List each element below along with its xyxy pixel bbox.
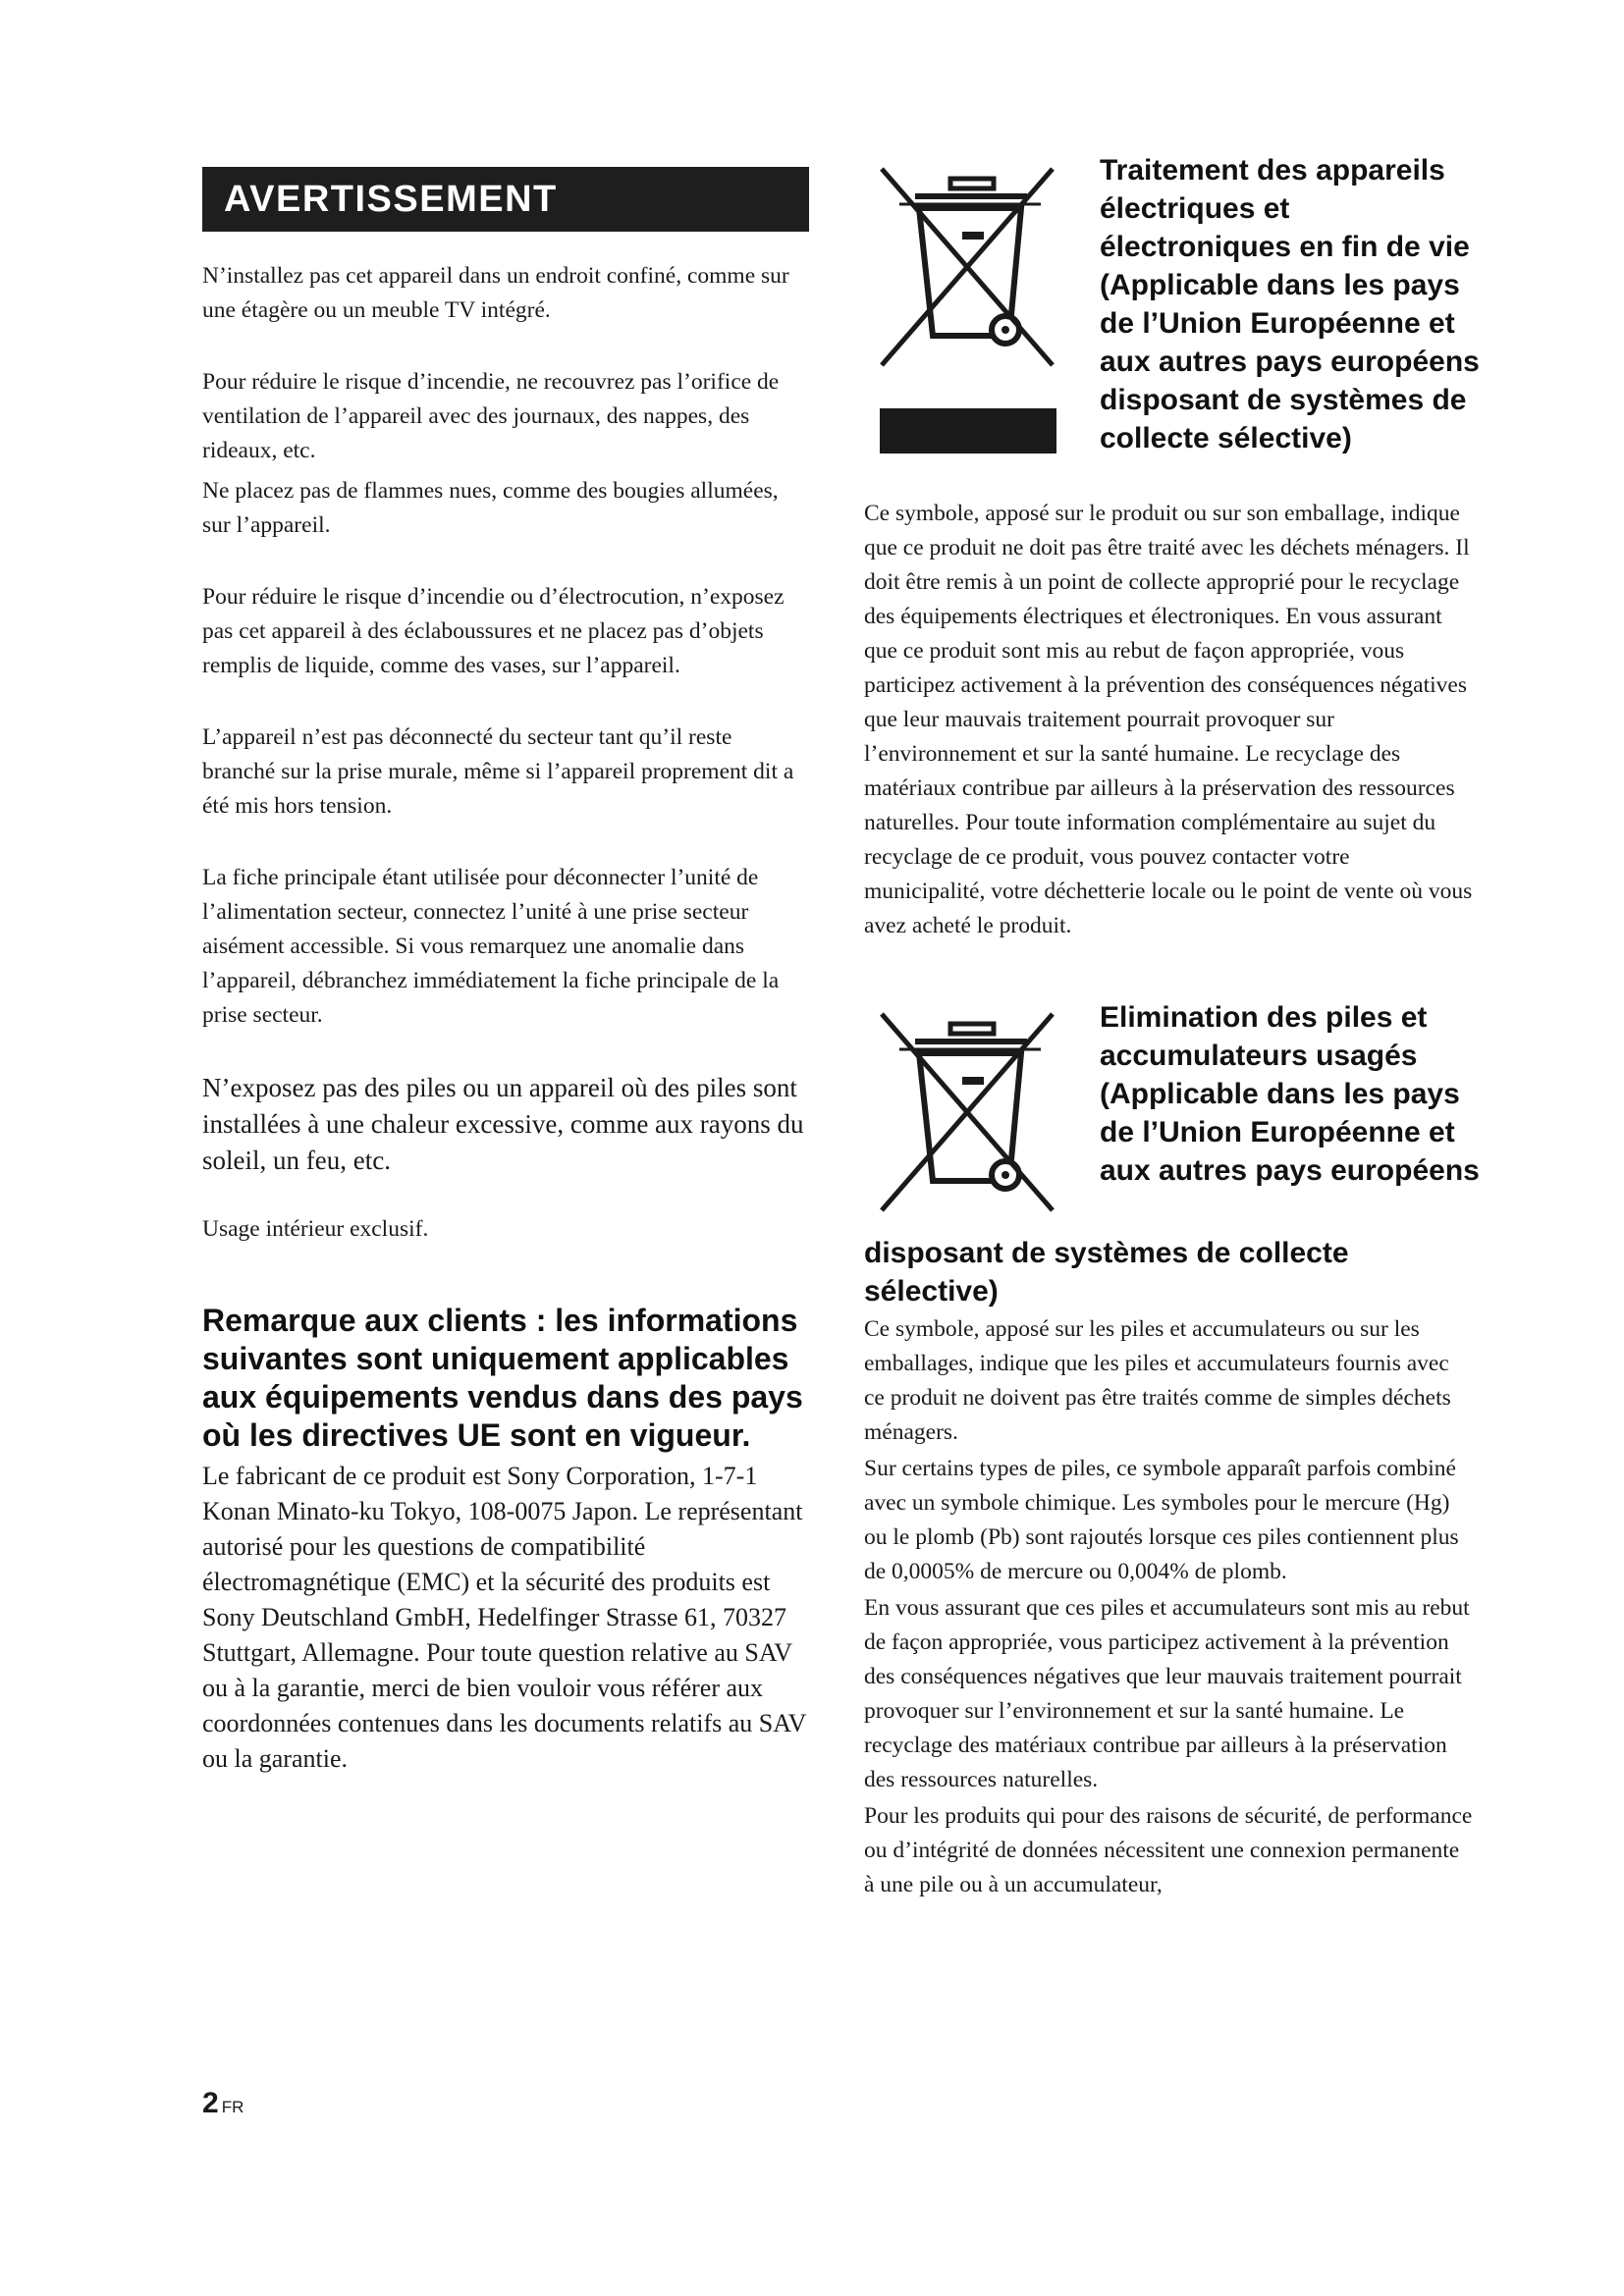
right-column [864, 147, 1480, 1902]
battery-heading: Elimination des piles et accumulateurs usagés (Applicable dans les pays de l’Union Européenne et aux autres pays européens [1100, 1001, 1480, 1187]
page-number: 2 [202, 2087, 219, 2119]
weee-section-header [864, 147, 1480, 497]
paragraph: Pour réduire le risque d’incendie ou d’électrocution, n’exposez pas cet appareil à des éclaboussures et ne placez pas d’objets remplis de liquide, comme des vases, sur l’appareil. [202, 584, 785, 678]
language-code: FR [221, 2098, 244, 2116]
battery-paragraph: Sur certains types de piles, ce symbole apparaît parfois combiné avec un symbole chimique. Les symboles pour le mercure (Hg) ou le plomb (Pb) sont rajoutés lorsque ces piles contiennent plus de 0,0005% de mercure ou 0,004% de plomb. [864, 1456, 1459, 1584]
battery-paragraph: Ce symbole, apposé sur les piles et accumulateurs ou sur les emballages, indique que les piles et accumulateurs fournis avec ce produit ne doivent pas être traités comme de simples déchets ménagers. [864, 1316, 1451, 1445]
crossed-out-wheelie-bin-icon [864, 147, 1070, 471]
left-column [202, 167, 809, 1777]
paragraph: La fiche principale étant utilisée pour déconnecter l’unité de l’alimentation secteur, connectez l’unité à une prise secteur aisément accessible. Si vous remarquez une anomalie dans l’appareil, débranchez immédiatement la fiche principale de la prise secteur. [202, 865, 780, 1028]
battery-heading-continued: disposant de systèmes de collecte sélective) [864, 1237, 1349, 1308]
battery-paragraph: En vous assurant que ces piles et accumulateurs sont mis au rebut de façon appropriée, vous participez activement à la prévention des conséquences négatives que leur mauvais traitement pourrait provoquer sur l’environnement et sur la santé humaine. Le recyclage des matériaux contribue par ailleurs à la préservation des ressources naturelles. [864, 1595, 1470, 1792]
weee-heading: Traitement des appareils électriques et électroniques en fin de vie (Applicable dans les pays de l’Union Européenne et aux autres pays européens disposant de systèmes de collecte sélective) [1100, 154, 1480, 454]
paragraph: Usage intérieur exclusif. [202, 1216, 429, 1242]
paragraph: Pour réduire le risque d’incendie, ne recouvrez pas l’orifice de ventilation de l’appareil avec des journaux, des nappes, des rideaux, etc. [202, 369, 780, 463]
remark-body: Le fabricant de ce produit est Sony Corporation, 1-7-1 Konan Minato-ku Tokyo, 108-0075 Japon. Le représentant autorisé pour les questions de compatibilité électromagnétique (EMC) et la sécurité des produits est Sony Deutschland GmbH, Hedelfinger Strasse 61, 70327 Stuttgart, Allemagne. Pour toute question relative au SAV ou à la garantie, merci de bien vouloir vous référer aux coordonnées contenues dans les documents relatifs au SAV ou la garantie. [202, 1462, 806, 1773]
remark-heading: Remarque aux clients : les informations suivantes sont uniquement applicables aux équipements vendus dans des pays où les directives UE sont en vigueur. [202, 1303, 803, 1453]
warning-title: AVERTISSEMENT [202, 167, 809, 232]
battery-paragraph: Pour les produits qui pour des raisons de sécurité, de performance ou d’intégrité de données nécessitent une connexion permanente à une pile ou à un accumulateur, [864, 1803, 1473, 1897]
paragraph: Ne placez pas de flammes nues, comme des bougies allumées, sur l’appareil. [202, 478, 779, 538]
weee-body: Ce symbole, apposé sur le produit ou sur son emballage, indique que ce produit ne doit pas être traité avec les déchets ménagers. Il doit être remis à un point de collecte approprié pour le recyclage des équipements électriques et électroniques. En vous assurant que ce produit sont mis au rebut de façon appropriée, vous participez activement à la prévention des conséquences négatives que leur mauvais traitement pourrait provoquer sur l’environnement et sur la santé humaine. Le recyclage des matériaux contribue par ailleurs à la préservation des ressources naturelles. Pour toute information complémentaire au sujet du recyclage de ce produit, vous pouvez contacter votre municipalité, votre déchetterie locale ou le point de vente où vous avez acheté le produit. [864, 501, 1473, 938]
page-footer [202, 2087, 244, 2120]
battery-section-header [864, 998, 1480, 1310]
crossed-out-wheelie-bin-icon [864, 998, 1070, 1224]
paragraph: L’appareil n’est pas déconnecté du secteur tant qu’il reste branché sur la prise murale, même si l’appareil proprement dit a été mis hors tension. [202, 724, 794, 819]
paragraph: N’installez pas cet appareil dans un endroit confiné, comme sur une étagère ou un meuble TV intégré. [202, 263, 789, 323]
paragraph: N’exposez pas des piles ou un appareil où des piles sont installées à une chaleur excessive, comme aux rayons du soleil, un feu, etc. [202, 1073, 804, 1175]
